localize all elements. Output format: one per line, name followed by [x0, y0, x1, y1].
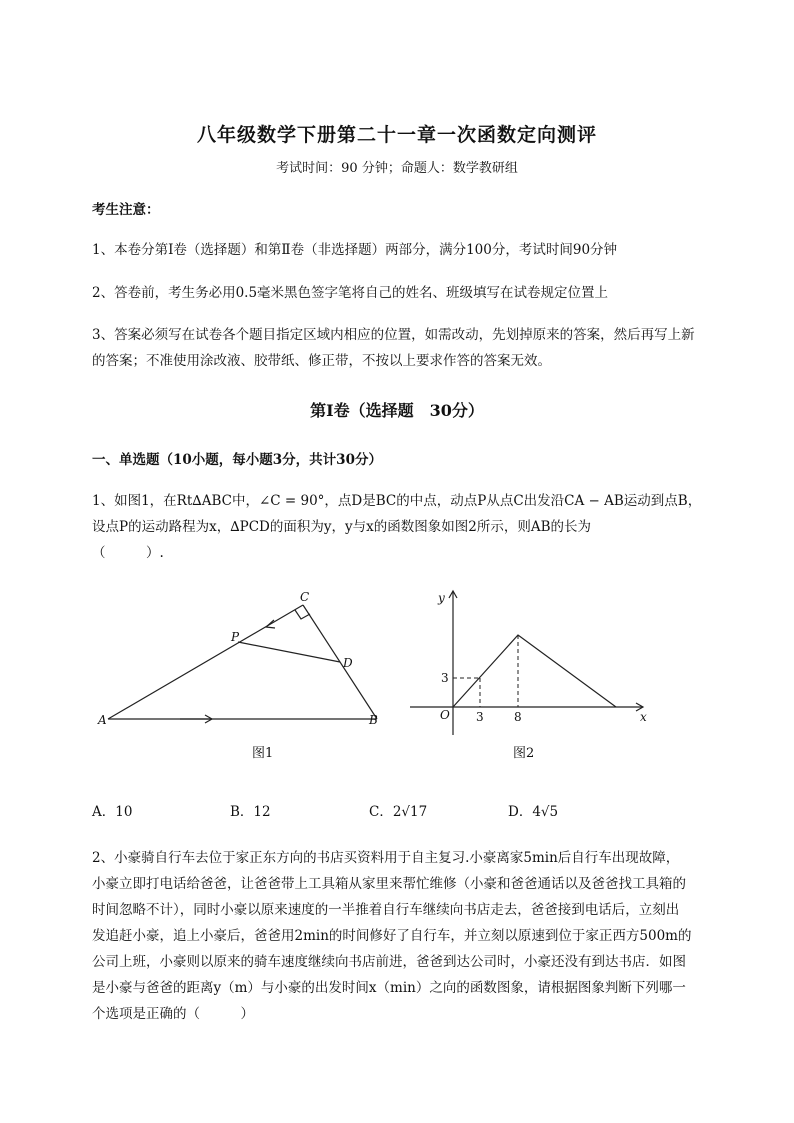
option-letter: B． [230, 804, 254, 820]
tick-label-x-3: 3 [476, 710, 484, 724]
label-P: P [231, 630, 240, 644]
question-1-line: 设点P的运动路程为x，∆PCD的面积为y，y与x的函数图象如图2所示，则AB的长为 [92, 519, 591, 535]
label-D: D [343, 656, 353, 670]
option-b[interactable] [230, 800, 271, 820]
option-value: 12 [253, 804, 271, 820]
question-2-line: 是小豪与爸爸的距离y（m）与小豪的出发时间x（min）之向的函数图象，请根据图象判断下列哪一 [92, 980, 686, 996]
option-value: 2√17 [392, 804, 428, 820]
option-letter: C． [369, 804, 393, 820]
question-2-line: 发追赶小豪，追上小豪后，爸爸用2min的时间修好了自行车，并立刻以原速到位于家正西方500m的 [92, 928, 692, 944]
side-AC [108, 605, 303, 719]
notice-item: 3、答案必须写在试卷各个题目指定区域内相应的位置，如需改动，先划掉原来的答案，然后再写上新 [92, 327, 695, 343]
notice-item: 2、答卷前，考生务必用0.5毫米黑色签字笔将自己的姓名、班级填写在试卷规定位置上 [92, 285, 609, 301]
question-2-line: 个选项是正确的（ ） [92, 1006, 254, 1022]
y-axis-label: y [438, 591, 445, 605]
figure-2-graph [405, 585, 655, 775]
option-letter: A． [92, 804, 116, 820]
section-title: 第Ⅰ卷（选择题 30分） [310, 401, 484, 420]
option-value: 10 [115, 804, 133, 820]
option-d[interactable] [508, 800, 558, 820]
notice-heading: 考生注意： [92, 202, 160, 218]
question-2-line: 时间忽略不计），同时小豪以原来速度的一半推着自行车继续向书店走去，爸爸接到电话后，立刻出 [92, 902, 680, 918]
question-1-line: 1、如图1，在Rt∆ABC中，∠C = 90°，点D是BC的中点，动点P从点C出发沿CA − AB运动到点B， [92, 493, 702, 509]
tick-label-y-3: 3 [441, 671, 449, 685]
figure-1-triangle [90, 585, 390, 775]
label-C: C [300, 590, 310, 604]
figure-1-caption: 图1 [252, 746, 274, 761]
origin-label: O [440, 708, 450, 722]
option-c[interactable] [369, 800, 427, 820]
notice-item: 的答案；不准使用涂改液、胶带纸、修正带，不按以上要求作答的答案无效。 [92, 353, 551, 369]
question-2-line: 小豪立即打电话给爸爸，让爸爸带上工具箱从家里来帮忙维修（小豪和爸爸通话以及爸爸找工具箱的 [92, 876, 686, 892]
option-letter: D． [508, 804, 533, 820]
tick-label-x-8: 8 [514, 710, 522, 724]
option-a[interactable] [92, 800, 132, 820]
label-A: A [98, 713, 107, 727]
question-1-line: （ ）. [92, 545, 164, 561]
question-2-line: 2、小豪骑自行车去位于家正东方向的书店买资料用于自主复习.小豪离家5min后自行车出现故障， [92, 850, 680, 866]
part-title: 一、单选题（10小题，每小题3分，共计30分） [92, 452, 382, 468]
segment-PD [238, 642, 340, 662]
page-title: 八年级数学下册第二十一章一次函数定向测评 [196, 124, 597, 146]
label-B: B [369, 713, 378, 727]
question-2-line: 公司上班，小豪则以原来的骑车速度继续向书店前进，爸爸到达公司时，小豪还没有到达书店．如图 [92, 954, 686, 970]
x-axis-label: x [640, 710, 647, 724]
function-graph [453, 635, 616, 707]
exam-info: 考试时间：90 分钟；命题人：数学教研组 [276, 161, 518, 176]
option-value: 4√5 [532, 804, 559, 820]
notice-item: 1、本卷分第Ⅰ卷（选择题）和第Ⅱ卷（非选择题）两部分，满分100分，考试时间90分钟 [92, 242, 618, 258]
figure-2-caption: 图2 [513, 746, 535, 761]
